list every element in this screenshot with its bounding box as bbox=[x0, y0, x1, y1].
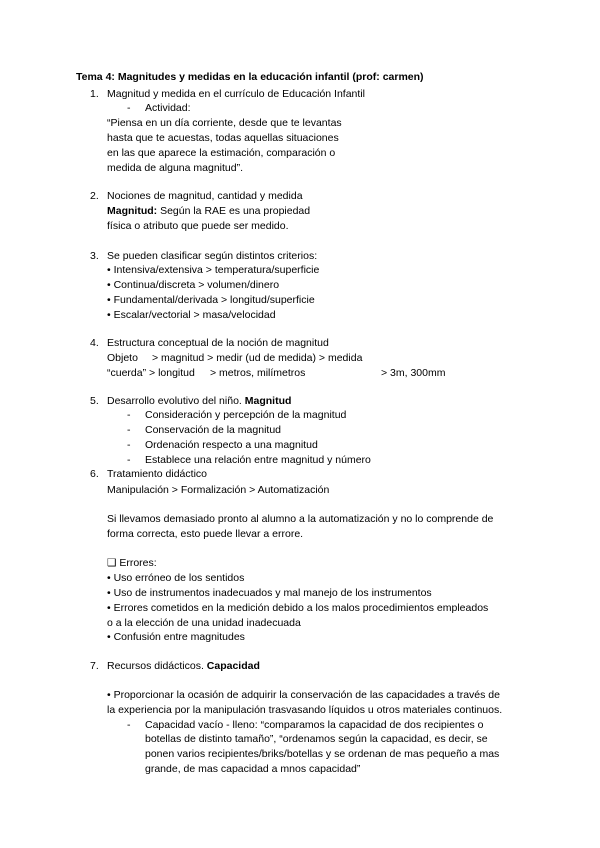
page-title: Tema 4: Magnitudes y medidas en la educación infantil (prof: carmen) bbox=[76, 71, 424, 83]
sub-item-line: Capacidad vacío - lleno: “comparamos la capacidad de dos recipientes o bbox=[145, 719, 484, 731]
list-item: Consideración y percepción de la magnitud bbox=[145, 409, 347, 421]
list-item: Ordenación respecto a una magnitud bbox=[145, 439, 318, 451]
heading-text: Recursos didácticos. bbox=[107, 660, 207, 672]
paragraph-line: • Proporcionar la ocasión de adquirir la conservación de las capacidades a través de bbox=[107, 689, 500, 701]
dash: - bbox=[127, 102, 131, 114]
paragraph-line: Si llevamos demasiado pronto al alumno a la automatización y no lo comprende de bbox=[107, 513, 494, 525]
section-1-heading: Magnitud y medida en el currículo de Educación Infantil bbox=[107, 88, 365, 100]
structure-row-2-chain: > metros, milímetros bbox=[210, 367, 306, 379]
list-item: • Continua/discreta > volumen/dinero bbox=[107, 279, 280, 291]
quote-line: en las que aparece la estimación, comparación o bbox=[107, 147, 336, 159]
dash: - bbox=[127, 719, 131, 731]
section-7-heading bbox=[107, 660, 260, 673]
definition-text: Según la RAE es una propiedad bbox=[157, 205, 311, 217]
list-item: • Uso erróneo de los sentidos bbox=[107, 572, 245, 584]
definition-text: física o atributo que puede ser medido. bbox=[107, 220, 289, 232]
section-6-number: 6. bbox=[90, 468, 99, 480]
quote-line: hasta que te acuestas, todas aquellas situaciones bbox=[107, 132, 339, 144]
structure-row-2-label: “cuerda” > longitud bbox=[107, 367, 195, 379]
heading-bold: Capacidad bbox=[206, 660, 260, 672]
list-item: • Fundamental/derivada > longitud/superficie bbox=[107, 294, 315, 306]
list-item: • Errores cometidos en la medición debido a los malos procedimientos empleados bbox=[107, 602, 489, 614]
section-3-number: 3. bbox=[90, 250, 99, 262]
list-item: Establece una relación entre magnitud y número bbox=[145, 454, 371, 466]
section-4-number: 4. bbox=[90, 337, 99, 349]
quote-line: “Piensa en un día corriente, desde que te levantas bbox=[107, 117, 342, 129]
dash: - bbox=[127, 424, 131, 436]
didactic-flow: Manipulación > Formalización > Automatización bbox=[107, 484, 330, 496]
paragraph-line: forma correcta, esto puede llevar a errore. bbox=[107, 528, 304, 540]
list-item: Conservación de la magnitud bbox=[145, 424, 281, 436]
sub-item-line: ponen varios recipientes/briks/botellas y se ordenan de mas pequeño a mas bbox=[145, 748, 500, 760]
magnitud-term: Magnitud: bbox=[107, 205, 158, 217]
section-5-number: 5. bbox=[90, 395, 99, 407]
structure-row-1-label: Objeto bbox=[107, 352, 138, 364]
magnitud-definition bbox=[107, 205, 310, 218]
dash: - bbox=[127, 439, 131, 451]
section-2-number: 2. bbox=[90, 190, 99, 202]
section-2-heading: Nociones de magnitud, cantidad y medida bbox=[107, 190, 303, 202]
structure-row-1-chain: > magnitud > medir (ud de medida) > medida bbox=[152, 352, 363, 364]
section-7-number: 7. bbox=[90, 660, 99, 672]
section-1-number: 1. bbox=[90, 88, 99, 100]
quote-line: medida de alguna magnitud”. bbox=[107, 162, 244, 174]
list-item: • Uso de instrumentos inadecuados y mal manejo de los instrumentos bbox=[107, 587, 432, 599]
activity-label: Actividad: bbox=[145, 102, 191, 114]
errors-label: ❑ Errores: bbox=[107, 557, 157, 569]
structure-row-2-example: > 3m, 300mm bbox=[381, 367, 446, 379]
list-item-continuation: o a la elección de una unidad inadecuada bbox=[107, 617, 301, 629]
section-3-heading: Se pueden clasificar según distintos criterios: bbox=[107, 250, 318, 262]
dash: - bbox=[127, 409, 131, 421]
sub-item-line: botellas de distinto tamaño”, “ordenamos según la capacidad, es decir, se bbox=[145, 733, 488, 745]
section-4-heading: Estructura conceptual de la noción de magnitud bbox=[107, 337, 329, 349]
dash: - bbox=[127, 454, 131, 466]
list-item: • Confusión entre magnitudes bbox=[107, 631, 245, 643]
section-6-heading: Tratamiento didáctico bbox=[107, 468, 207, 480]
heading-bold: Magnitud bbox=[244, 395, 292, 407]
list-item: • Intensiva/extensiva > temperatura/superficie bbox=[107, 264, 320, 276]
paragraph-line: la experiencia por la manipulación trasvasando líquidos u otros materiales continuos. bbox=[107, 704, 503, 716]
sub-item-line: grande, de mas capacidad a mnos capacidad” bbox=[145, 763, 361, 775]
section-5-heading bbox=[107, 395, 291, 408]
list-item: • Escalar/vectorial > masa/velocidad bbox=[107, 309, 276, 321]
heading-text: Desarrollo evolutivo del niño. bbox=[107, 395, 245, 407]
